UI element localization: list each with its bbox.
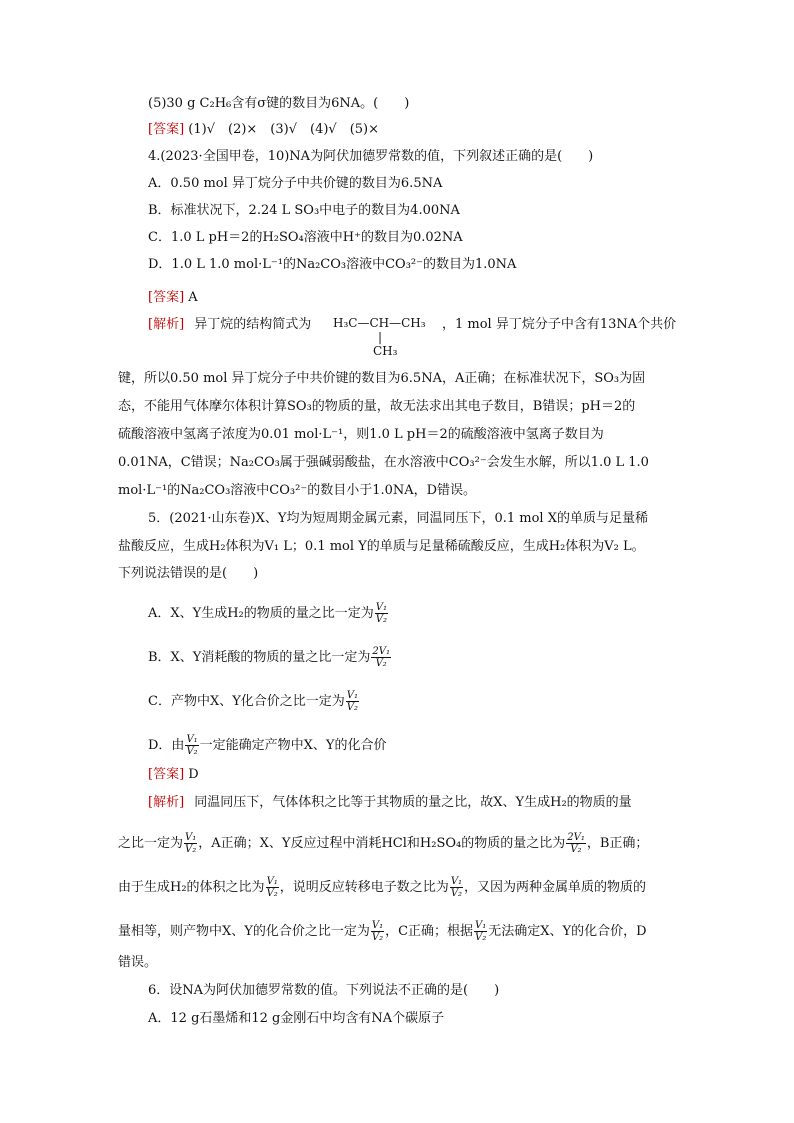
analysis-text: 异丁烷的结构简式为 — [194, 317, 312, 332]
q5-option-c — [148, 690, 360, 713]
option-text: C．产物中X、Y化合价之比一定为 — [148, 694, 345, 709]
fraction-2v1-v2: $\frac{\text{2V₁}}{\text{V₂}}$ — [567, 832, 585, 855]
q3-answer-line — [148, 121, 379, 139]
q4-analysis-line-2: 键，所以0.50 mol 异丁烷分子中共价键的数目为6.5NA，A正确；在标准状况下，SO₃为固 — [118, 371, 646, 386]
option-text: A．X、Y生成H₂的物质的量之比一定为 — [148, 606, 374, 621]
q5-analysis-line-2: 之比一定为 $\frac{\text{V₁}}{\text{V₂}}$ ，A正确；X、Y反应过程中消耗HCl和H₂SO₄的物质的量之比为 $\frac{\text{2V₁}}{\text{V₂}}$ ，B正确； — [118, 832, 649, 855]
q4-analysis-line-4: 硫酸溶液中氢离子浓度为0.01 mol·L⁻¹，则1.0 L pH＝2的硫酸溶液中氢离子数目为 — [118, 427, 604, 442]
fraction-2v1-v2: $\frac{\text{2V₁}}{\text{V₂}}$ — [372, 646, 390, 669]
structure-branch: CH₃ — [373, 344, 398, 358]
q5-option-a — [148, 602, 389, 625]
fraction-v1-v2: $\frac{\text{V₁}}{\text{V₂}}$ — [375, 602, 388, 625]
q5-analysis-line-5: 错误。 — [118, 955, 158, 970]
analysis-tag: [解析] — [148, 317, 185, 332]
q4-option-a: A．0.50 mol 异丁烷分子中共价键的数目为6.5NA — [148, 176, 443, 191]
q5-analysis-line-4: 量相等，则产物中X、Y的化合价之比一定为 $\frac{\text{V₁}}{\text{V₂}}$ ，C正确；根据 $\frac{\text{V₁}}{\text{V₂}}$ 无法确定X、Y的化合价，D — [118, 920, 647, 943]
q5-analysis-line-1 — [148, 794, 632, 812]
q5-stem-2: 盐酸反应，生成H₂体积为V₁ L；0.1 mol Y的单质与足量稀硫酸反应，生成H₂体积为V₂ L。 — [118, 539, 645, 554]
answer-tag: [答案] — [148, 122, 185, 137]
fraction-v1-v2: $\frac{\text{V₁}}{\text{V₂}}$ — [266, 876, 278, 899]
q4-stem: 4.(2023·全国甲卷，10)NA为阿伏加德罗常数的值，下列叙述正确的是( ) — [148, 149, 594, 164]
q5-option-d — [148, 734, 387, 757]
q6-stem: 6．设NA为阿伏加德罗常数的值。下列说法不正确的是( ) — [148, 983, 500, 998]
answer-text: A — [188, 290, 198, 305]
q5-answer-line — [148, 766, 199, 784]
fraction-v1-v2: $\frac{\text{V₁}}{\text{V₂}}$ — [346, 690, 359, 713]
fraction-v1-v2: $\frac{\text{V₁}}{\text{V₂}}$ — [185, 832, 197, 855]
structure-main-chain: H₃C—CH—CH₃ — [333, 316, 426, 330]
structure-branch-bond: | — [378, 330, 383, 344]
fraction-v1-v2: $\frac{\text{V₁}}{\text{V₂}}$ — [475, 920, 487, 943]
q4-analysis-line-5: 0.01NA，C错误；Na₂CO₃属于强碱弱酸盐，在水溶液中CO₃²⁻会发生水解，所以1.0 L 1.0 — [118, 455, 649, 470]
q4-option-c: C．1.0 L pH＝2的H₂SO₄溶液中H⁺的数目为0.02NA — [148, 230, 463, 245]
option-text: D．由 — [148, 738, 185, 753]
fraction-v1-v2: $\frac{\text{V₁}}{\text{V₂}}$ — [186, 734, 198, 757]
isobutane-structure — [333, 316, 426, 358]
q5-option-b — [148, 646, 392, 669]
option-text: 一定能确定产物中X、Y的化合价 — [199, 738, 387, 753]
q3-item5: (5)30 g C₂H₆含有σ键的数目为6NA。( ) — [148, 96, 410, 111]
q4-option-b: B．标准状况下，2.24 L SO₃中电子的数目为4.00NA — [148, 203, 460, 218]
option-text: B．X、Y消耗酸的物质的量之比一定为 — [148, 650, 371, 665]
answer-tag: [答案] — [148, 290, 185, 305]
q5-stem-3: 下列说法错误的是( ) — [118, 566, 259, 581]
fraction-v1-v2: $\frac{\text{V₁}}{\text{V₂}}$ — [371, 920, 384, 943]
fraction-v1-v2: $\frac{\text{V₁}}{\text{V₂}}$ — [450, 876, 463, 899]
q4-option-d: D．1.0 L 1.0 mol·L⁻¹的Na₂CO₃溶液中CO₃²⁻的数目为1.0NA — [148, 257, 517, 272]
answer-text: (1)√ (2)× (3)√ (4)√ (5)× — [188, 122, 380, 137]
q4-analysis-line-1a — [148, 316, 311, 334]
q4-analysis-line-1b: ，1 mol 异丁烷分子中含有13NA个共价 — [442, 317, 677, 332]
q4-analysis-line-6: mol·L⁻¹的Na₂CO₃溶液中CO₃²⁻的数目小于1.0NA，D错误。 — [118, 483, 477, 498]
q5-stem-1: 5．(2021·山东卷)X、Y均为短周期金属元素，同温同压下，0.1 mol X的单质与足量稀 — [148, 511, 648, 526]
answer-tag: [答案] — [148, 767, 185, 782]
q4-answer-line — [148, 289, 198, 307]
analysis-text: 同温同压下，气体体积之比等于其物质的量之比，故X、Y生成H₂的物质的量 — [194, 795, 632, 810]
q4-analysis-line-3: 态，不能用气体摩尔体积计算SO₃的物质的量，故无法求出其电子数目，B错误；pH＝2的 — [118, 399, 636, 414]
analysis-tag: [解析] — [148, 795, 185, 810]
answer-text: D — [188, 767, 199, 782]
q6-option-a: A．12 g石墨烯和12 g金刚石中均含有NA个碳原子 — [148, 1011, 445, 1026]
q5-analysis-line-3: 由于生成H₂的体积之比为 $\frac{\text{V₁}}{\text{V₂}}$ ，说明反应转移电子数之比为 $\frac{\text{V₁}}{\text{V₂}}$ ，又因为两种金属单质的物质的 — [118, 876, 647, 899]
